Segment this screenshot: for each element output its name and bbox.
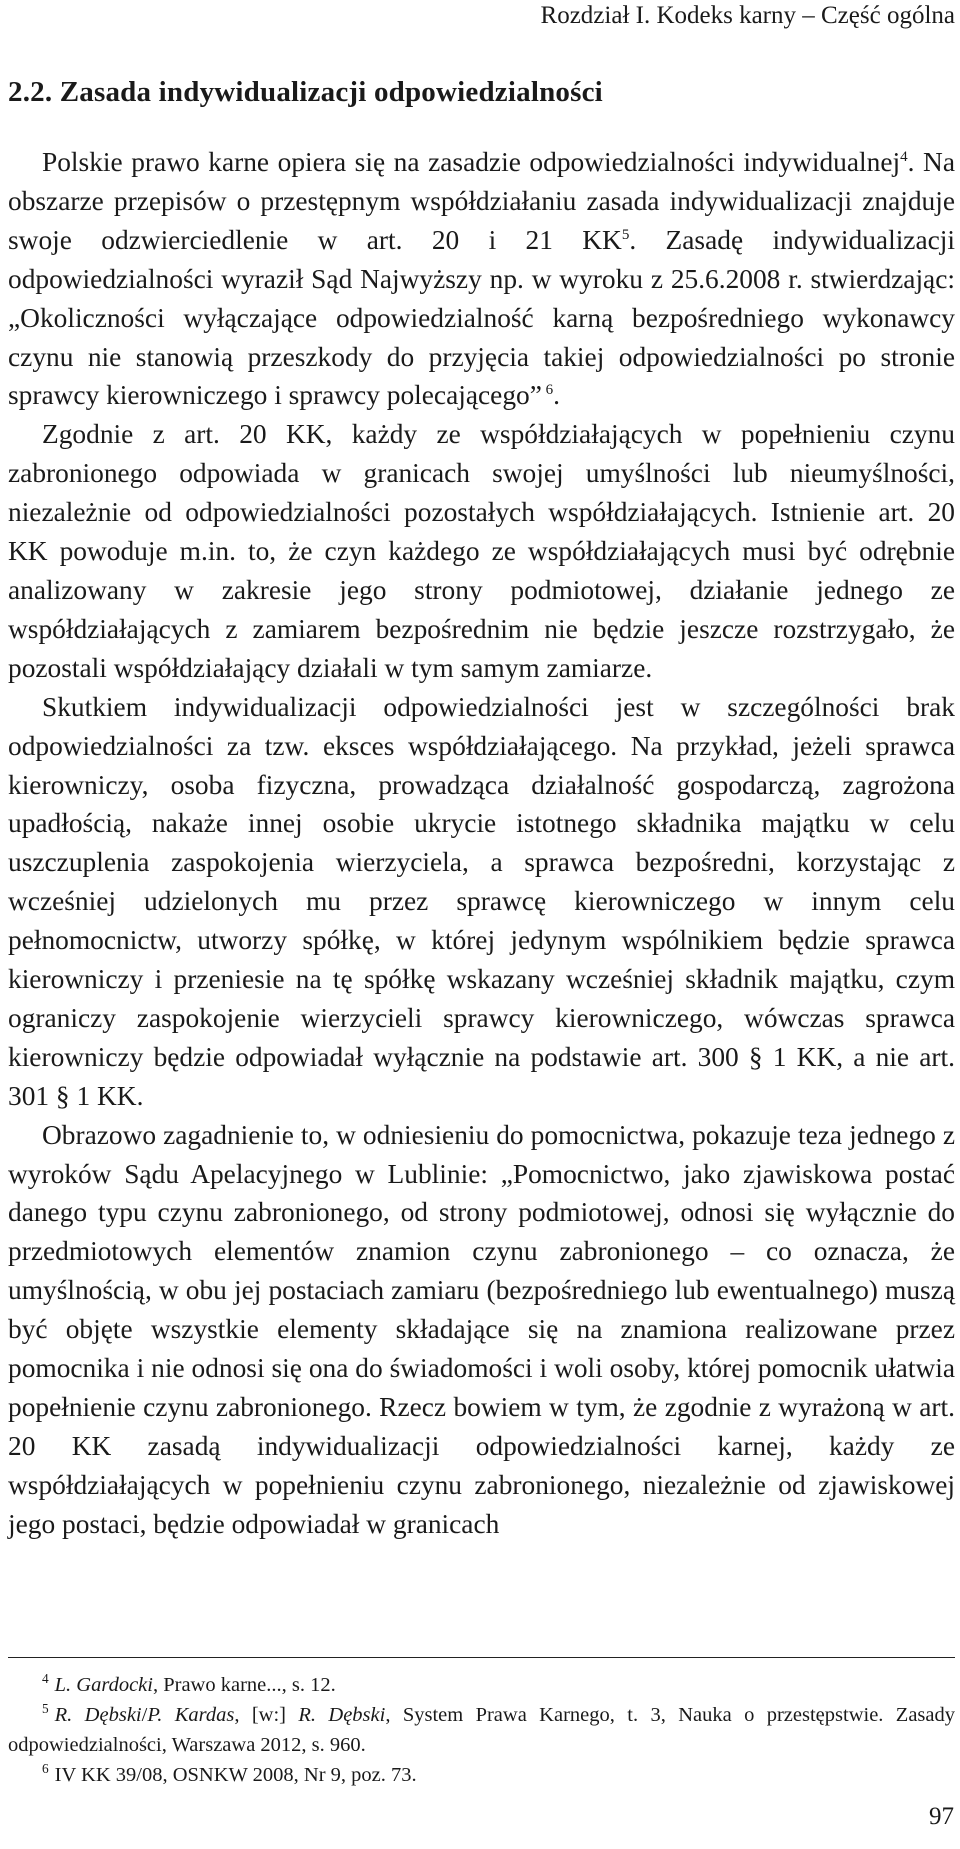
section-heading: 2.2. Zasada indywidualizacji odpowiedzialności <box>8 76 603 108</box>
paragraph-4: Obrazowo zagadnienie to, w odniesieniu do pomocnictwa, pokazuje teza jednego z wyroków Sądu Apelacyjnego w Lublinie: „Pomocnictwo, jako zjawiskowa postać danego typu czynu zabronionego, od strony podmiotowej, odnosi się wyłącznie do przedmiotowych elementów znamion czynu zabronionego – co oznacza, że umyślnością, w obu jej postaciach zamiaru (bezpośredniego lub ewentualnego) muszą być objęte wszystkie elementy składające się na znamiona realizowane przez pomocnika i nie odnosi się ona do świadomości i woli osoby, której pomocnik ułatwia popełnienie czynu zabronionego. Rzecz bowiem w tym, że zgodnie z wyrażoną w art. 20 KK zasadą indywidualizacji odpowiedzialności karnej, każdy ze współdziałających w popełnieniu czynu zabronionego, niezależnie od zjawiskowej jego postaci, będzie odpowiadał w granicach <box>8 1119 955 1539</box>
footnote-ref-5: 5 <box>621 226 630 243</box>
paragraph-1-part-a: Polskie prawo karne opiera się na zasadzie odpowiedzialności indywidualnej <box>42 147 901 177</box>
page-number: 97 <box>929 1803 954 1830</box>
footnotes <box>8 1670 955 1790</box>
paragraph-1-part-d: . <box>553 380 561 411</box>
paragraph-2: Zgodnie z art. 20 KK, każdy ze współdziałających w popełnieniu czynu zabronionego odpowiada w granicach swojej umyślności lub nieumyślności, niezależnie od odpowiedzialności pozostałych współdziałających. Istnienie art. 20 KK powoduje m.in. to, że czyn każdego ze współdziałających musi być odrębnie analizowany w zakresie jego strony podmiotowej, działanie jednego ze współdziałających z zamiarem bezpośrednim nie będzie jeszcze rozstrzygało, że pozostali współdziałający działali w tym samym zamiarze. <box>8 419 955 683</box>
footnote-text: , Prawo karne..., s. 12. <box>152 1674 336 1696</box>
footnote-6 <box>8 1760 955 1790</box>
footnote-author: P. Kardas <box>147 1704 235 1726</box>
footnote-separator: / <box>141 1704 148 1726</box>
footnote-author: R. Dębski <box>298 1704 386 1726</box>
footnote-number: 6 <box>42 1761 49 1777</box>
footnote-number: 5 <box>42 1701 49 1717</box>
footnote-author: R. Dębski <box>54 1704 142 1726</box>
footnote-number: 4 <box>42 1671 49 1687</box>
paragraph-1-part-b: . Na obszarze przepisów o przestępnym współdziałaniu zasada indywidualizacji znajduje swoje odzwierciedlenie w art. 20 i 21 KK <box>8 147 955 255</box>
footnote-text: IV KK 39/08, OSNKW 2008, Nr 9, poz. 73. <box>54 1764 417 1786</box>
footnote-ref-6: 6 <box>541 382 554 399</box>
running-header: Rozdział I. Kodeks karny – Część ogólna <box>540 2 955 29</box>
paragraph-1-part-c: . Zasadę indywidualizacji odpowiedzialności wyraził Sąd Najwyższy np. w wyroku z 25.6.2008 r. stwierdzając: „Okoliczności wyłączające odpowiedzialność karną bezpośredniego wykonawcy czynu nie stanowią przeszkody do przyjęcia takiej odpowiedzialności po stronie sprawcy kierowniczego i sprawcy polecającego” <box>8 224 955 411</box>
footnote-author: L. Gardocki <box>54 1674 153 1696</box>
footnote-text: , System Prawa Karnego, t. 3, Nauka o przestępstwie. Zasady odpowiedzialności, Warszawa 2012, s. 960. <box>8 1704 956 1756</box>
footnote-4 <box>8 1670 955 1700</box>
paragraph-3: Skutkiem indywidualizacji odpowiedzialności jest w szczególności brak odpowiedzialności za tzw. eksces współdziałającego. Na przykład, jeżeli sprawca kierowniczy, osoba fizyczna, prowadząca działalność gospodarczą, zagrożona upadłością, nakaże innej osobie ukrycie istotnego składnika majątku w celu uszczuplenia zaspokojenia wierzyciela, a sprawca bezpośredni, korzystając z wcześniej udzielonych mu przez sprawcę kierowniczego w innym celu pełnomocnictw, utworzy spółkę, w której jedynym wspólnikiem będzie sprawca kierowniczy i przeniesie na tę spółkę wskazany wcześniej składnik majątku, czym ograniczy zaspokojenie wierzycieli sprawcy kierowniczego, wówczas sprawca kierowniczy będzie odpowiadał wyłącznie na podstawie art. 300 § 1 KK, a nie art. 301 § 1 KK. <box>8 691 955 1111</box>
footnote-divider <box>8 1657 955 1658</box>
main-text <box>8 143 955 1544</box>
footnote-ref-4: 4 <box>900 148 908 165</box>
paragraph-1 <box>8 143 955 415</box>
footnote-text: , [w:] <box>234 1704 299 1726</box>
footnote-5 <box>8 1700 955 1760</box>
